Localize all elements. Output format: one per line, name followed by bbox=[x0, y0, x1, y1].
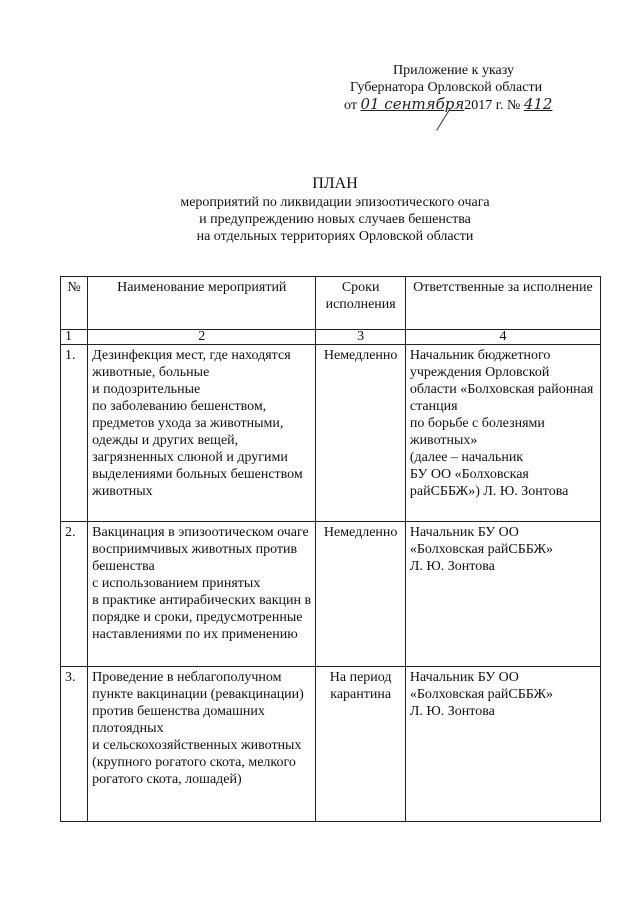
column-number-row bbox=[61, 330, 601, 345]
header-term: Сроки исполнения bbox=[316, 277, 405, 330]
row-measure: Вакцинация в эпизоотическом очаге восприимчивых животных против бешенства с использованием принятых в практике антирабических вакцин в порядке и сроки, предусмотренные наставлениями по их применению bbox=[88, 522, 316, 667]
annex-line-1: Приложение к указу bbox=[393, 63, 514, 78]
table-header-row bbox=[61, 277, 601, 330]
doc-heading: ПЛАН bbox=[312, 175, 358, 192]
title-block bbox=[0, 175, 640, 245]
header-number: № bbox=[61, 277, 88, 330]
annex-block bbox=[344, 62, 604, 114]
col-num-1: 1 bbox=[61, 330, 88, 345]
header-name: Наименование мероприятий bbox=[88, 277, 316, 330]
handwritten-date: 01 сентября bbox=[360, 95, 465, 113]
annex-from: от bbox=[344, 98, 357, 113]
row-term: Немедленно bbox=[316, 345, 405, 522]
handwritten-number: 412 bbox=[523, 95, 553, 113]
annex-line-3 bbox=[344, 96, 604, 114]
row-number: 1. bbox=[61, 345, 88, 522]
row-term: На период карантина bbox=[316, 667, 405, 822]
col-num-4: 4 bbox=[405, 330, 600, 345]
row-responsible: Начальник БУ ОО «Болховская райСББЖ» Л. Ю. Зонтова bbox=[405, 667, 600, 822]
row-measure: Проведение в неблагополучном пункте вакцинации (ревакцинации) против бешенства домашних плотоядных и сельскохозяйственных животных (крупного рогатого скота, мелкого рогатого скота, лошадей) bbox=[88, 667, 316, 822]
doc-subtitle-1: мероприятий по ликвидации эпизоотического очага bbox=[180, 195, 490, 210]
measures-table bbox=[60, 276, 601, 822]
doc-subtitle-2: и предупреждению новых случаев бешенства bbox=[199, 212, 471, 227]
row-number: 3. bbox=[61, 667, 88, 822]
table-row bbox=[61, 667, 601, 822]
annex-year: 2017 г. № bbox=[464, 98, 521, 113]
row-number: 2. bbox=[61, 522, 88, 667]
doc-subtitle-3: на отдельных территориях Орловской области bbox=[196, 229, 474, 244]
header-responsible: Ответственные за исполнение bbox=[405, 277, 600, 330]
col-num-3: 3 bbox=[316, 330, 405, 345]
row-term: Немедленно bbox=[316, 522, 405, 667]
table-row bbox=[61, 522, 601, 667]
row-responsible: Начальник БУ ОО «Болховская райСББЖ» Л. Ю. Зонтова bbox=[405, 522, 600, 667]
row-measure: Дезинфекция мест, где находятся животные, больные и подозрительные по заболеванию бешенством, предметов ухода за животными, одежды и других вещей, загрязненных слюной и другими выделениями больных бешенством животных bbox=[88, 345, 316, 522]
annex-line-2: Губернатора Орловской области bbox=[350, 80, 543, 95]
col-num-2: 2 bbox=[88, 330, 316, 345]
table-row bbox=[61, 345, 601, 522]
row-responsible: Начальник бюджетного учреждения Орловской области «Болховская районная станция по борьбе с болезнями животных» (далее – начальник БУ ОО «Болховская райСББЖ») Л. Ю. Зонтова bbox=[405, 345, 600, 522]
